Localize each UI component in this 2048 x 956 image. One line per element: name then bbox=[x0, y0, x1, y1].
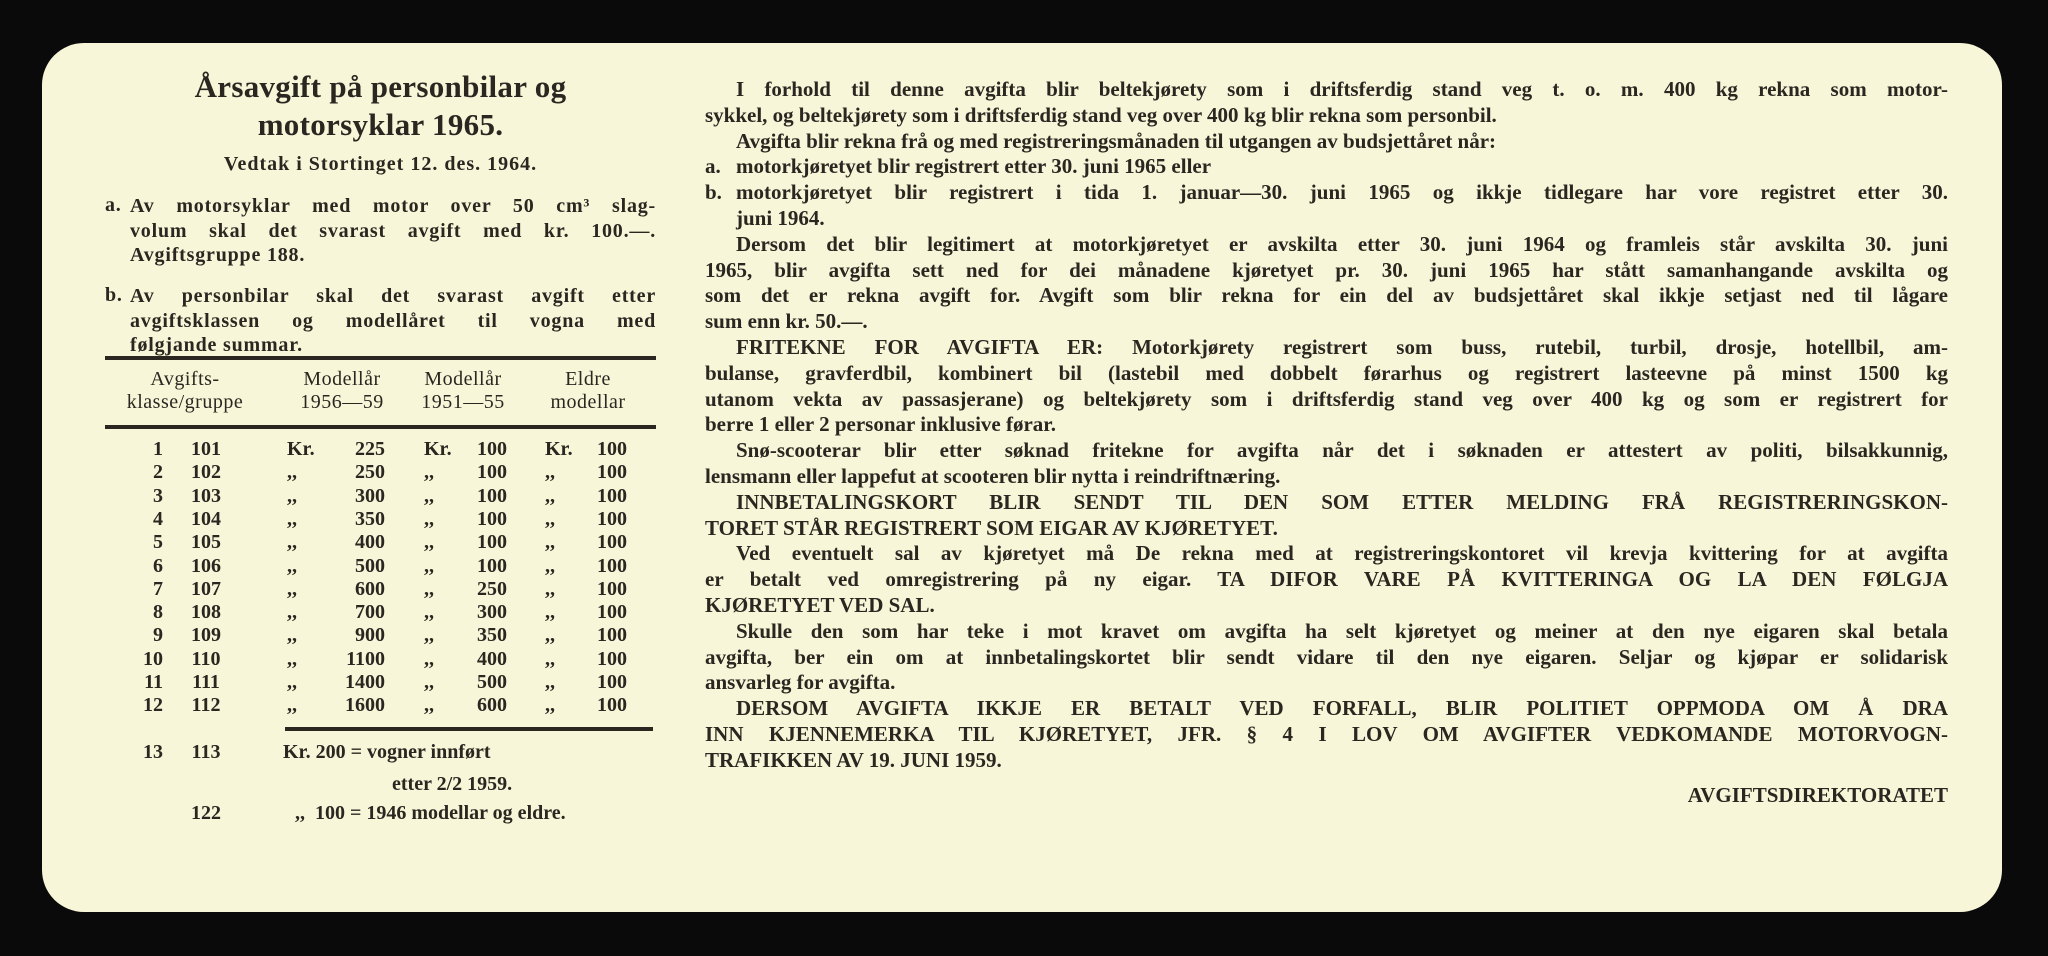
paragraph bbox=[705, 129, 1948, 155]
table-cell: ,, bbox=[424, 694, 434, 717]
line-text: INN KJENNEMERKA TIL KJØRETYET, JFR. § 4 I LOV OM AVGIFTER VEDKOMANDE MOTORVOGN- bbox=[705, 721, 1948, 746]
table-cell: 100 bbox=[597, 624, 627, 647]
table-cell: 400 bbox=[477, 647, 507, 670]
table-cell: etter 2/2 1959. bbox=[392, 773, 513, 795]
paragraph bbox=[705, 619, 1948, 696]
paragraph-line bbox=[705, 619, 1948, 645]
table-cell: ,, bbox=[424, 647, 434, 670]
table-cell: 1400 bbox=[345, 671, 385, 693]
line-text: bulanse, gravferdbil, kombinert bil (lastebil med dobbelt førarhus og registrert lasteevne på minst 1500 kg bbox=[705, 360, 1948, 385]
paragraph-line bbox=[705, 206, 1948, 232]
paragraph-line bbox=[705, 567, 1948, 593]
paragraph-line bbox=[705, 232, 1948, 258]
table-row-13 bbox=[105, 741, 656, 764]
paragraph-line bbox=[705, 258, 1948, 284]
table-cell: 103 bbox=[191, 484, 221, 507]
table-cell: 100 bbox=[477, 484, 507, 507]
subtitle: Vedtak i Stortinget 12. des. 1964. bbox=[223, 153, 538, 175]
table-cell: ,, bbox=[287, 624, 297, 647]
paragraph bbox=[705, 438, 1948, 490]
line-text: er betalt ved omregistrering på ny eigar. TA DIFOR VARE PÅ KVITTERINGA OG LA DEN FØLGJA bbox=[705, 567, 1948, 592]
table-cell: ,, bbox=[545, 507, 555, 530]
table-row bbox=[105, 485, 656, 508]
paragraph bbox=[705, 154, 1948, 180]
table-cell: 1 bbox=[153, 438, 163, 460]
table-cell: ,, bbox=[424, 461, 434, 484]
line-text: motorkjøretyet blir registrert etter 30. juni 1965 eller bbox=[736, 154, 1212, 179]
table-cell: 100 bbox=[597, 671, 627, 693]
table-cell: 350 bbox=[477, 624, 507, 647]
title-line-2: motorsyklar 1965. bbox=[257, 107, 504, 142]
line-text: juni 1964. bbox=[736, 205, 825, 230]
table-cell: ,, bbox=[287, 671, 297, 693]
paragraph bbox=[705, 232, 1948, 335]
table-cell: 100 bbox=[597, 647, 627, 670]
line-text: sum enn kr. 50.—. bbox=[705, 309, 868, 334]
paragraph-line bbox=[705, 283, 1948, 309]
table-cell: 500 bbox=[355, 554, 385, 577]
item-body bbox=[130, 194, 656, 268]
column-header bbox=[523, 368, 653, 414]
line-text: TORET STÅR REGISTRERT SOM EIGAR AV KJØRETYET. bbox=[705, 515, 1278, 540]
table-row-13-cont bbox=[105, 773, 656, 796]
item-b bbox=[105, 284, 656, 358]
table-bottom-rule bbox=[285, 727, 653, 731]
line-text: TRAFIKKEN AV 19. JUNI 1959. bbox=[705, 747, 1002, 772]
table-cell: 350 bbox=[355, 507, 385, 530]
column-header-line: modellar bbox=[550, 391, 626, 413]
table-cell: 4 bbox=[153, 507, 163, 530]
table-cell: 400 bbox=[355, 531, 385, 554]
table-cell: ,, bbox=[287, 507, 297, 530]
table-cell: 113 bbox=[191, 741, 221, 763]
table-cell: 12 bbox=[143, 694, 163, 717]
table-cell: 100 bbox=[477, 461, 507, 484]
paragraph-line bbox=[705, 541, 1948, 567]
line-text: ansvarleg for avgifta. bbox=[705, 670, 896, 695]
table-cell: 104 bbox=[191, 507, 221, 530]
table-cell: Kr. bbox=[545, 438, 573, 460]
table-cell: 100 bbox=[597, 554, 627, 577]
column-header bbox=[277, 368, 407, 414]
paragraph-line bbox=[705, 412, 1948, 438]
table-cell: 100 bbox=[477, 531, 507, 554]
paragraph bbox=[705, 696, 1948, 773]
table-cell: 100 bbox=[597, 531, 627, 554]
paragraph bbox=[705, 541, 1948, 618]
paragraph-line bbox=[705, 77, 1948, 103]
column-header-line: 1956—59 bbox=[300, 391, 384, 413]
table-cell: ,, bbox=[545, 531, 555, 554]
table-cell: 250 bbox=[477, 577, 507, 600]
item-line: avgiftsklassen og modellåret til vogna med bbox=[130, 309, 656, 332]
table-cell: 900 bbox=[355, 624, 385, 647]
paragraph-line bbox=[705, 361, 1948, 387]
line-text: berre 1 eller 2 personar inklusive førar. bbox=[705, 412, 1056, 437]
item-line: Av motorsyklar med motor over 50 cm³ slag- bbox=[130, 195, 656, 217]
table-cell: 6 bbox=[153, 554, 163, 577]
paragraph-line bbox=[705, 129, 1948, 155]
table-cell: ,, 100 = 1946 modellar og eldre. bbox=[295, 802, 566, 824]
line-text: DERSOM AVGIFTA IKKJE ER BETALT VED FORFALL, BLIR POLITIET OPPMODA OM Å DRA bbox=[736, 696, 1948, 721]
table-cell: 9 bbox=[153, 624, 163, 647]
table-row bbox=[105, 648, 656, 671]
table-cell: ,, bbox=[424, 671, 434, 693]
paragraph-line bbox=[705, 490, 1948, 516]
table-cell: ,, bbox=[287, 577, 297, 600]
line-text: Dersom det blir legitimert at motorkjøretyet er avskilta etter 30. juni 1964 og framleis står avskilta 30. juni bbox=[736, 231, 1948, 256]
table-cell: 100 bbox=[477, 507, 507, 530]
line-text: utanom vekta av passasjerane) og beltekjørety som i driftsferdig stand veg over 400 kg og som er registrert for bbox=[705, 386, 1948, 411]
table-cell: ,, bbox=[424, 554, 434, 577]
table-cell: Kr. bbox=[287, 438, 315, 460]
paragraph-line bbox=[705, 335, 1948, 361]
paragraph-line bbox=[705, 103, 1948, 129]
paragraph-line bbox=[705, 464, 1948, 490]
line-text: Snø-scooterar blir etter søknad fritekne for avgifta når det i søknaden er attestert av politi, bilsakkunnig, bbox=[736, 438, 1948, 463]
table-cell: ,, bbox=[545, 577, 555, 600]
paragraph-line bbox=[705, 593, 1948, 619]
line-text: Ved eventuelt sal av kjøretyet må De rekna med at registreringskontoret vil krevja kvittering for at avgifta bbox=[736, 541, 1948, 566]
paragraph-line bbox=[705, 722, 1948, 748]
table-cell: 100 bbox=[477, 554, 507, 577]
table-row bbox=[105, 438, 656, 461]
column-header-line: Eldre bbox=[565, 368, 611, 390]
line-text: sykkel, og beltekjørety som i driftsferdig stand veg over 400 kg blir rekna som personbil. bbox=[705, 102, 1497, 127]
fee-notice-card bbox=[42, 43, 2002, 912]
table-row bbox=[105, 601, 656, 624]
table-cell: 3 bbox=[153, 484, 163, 507]
table-cell: 100 bbox=[597, 694, 627, 717]
item-line: Avgiftsgruppe 188. bbox=[130, 244, 306, 266]
table-cell: ,, bbox=[424, 531, 434, 554]
table-cell: ,, bbox=[424, 624, 434, 647]
table-row bbox=[105, 508, 656, 531]
table-row bbox=[105, 624, 656, 647]
paragraph bbox=[705, 490, 1948, 542]
table-row bbox=[105, 461, 656, 484]
table-cell: 100 bbox=[597, 438, 627, 460]
table-cell: ,, bbox=[287, 461, 297, 484]
table-cell: ,, bbox=[287, 531, 297, 554]
column-header-line: Modellår bbox=[303, 368, 381, 390]
table-cell: 122 bbox=[191, 802, 221, 824]
table-cell: ,, bbox=[545, 694, 555, 717]
item-body bbox=[130, 284, 656, 358]
table-cell: 700 bbox=[355, 601, 385, 624]
column-header bbox=[100, 368, 270, 414]
table-cell: 100 bbox=[477, 438, 507, 460]
line-text: 1965, blir avgifta sett ned for dei månadene kjøretyet pr. 30. juni 1965 har stått samanhangande avskilta og bbox=[705, 257, 1948, 282]
table-row bbox=[105, 671, 656, 694]
paragraph bbox=[705, 335, 1948, 438]
item-a bbox=[105, 194, 656, 268]
table-cell: ,, bbox=[545, 484, 555, 507]
table-cell: 13 bbox=[143, 741, 163, 763]
table-cell: 100 bbox=[597, 484, 627, 507]
paragraph-line bbox=[705, 696, 1948, 722]
table-cell: 109 bbox=[191, 624, 221, 647]
column-header-line: 1951—55 bbox=[421, 391, 505, 413]
table-cell: ,, bbox=[287, 601, 297, 624]
table-cell: ,, bbox=[287, 484, 297, 507]
table-cell: ,, bbox=[424, 577, 434, 600]
table-cell: 500 bbox=[477, 671, 507, 693]
paragraph bbox=[705, 180, 1948, 232]
line-text: FRITEKNE FOR AVGIFTA ER: Motorkjørety registrert som buss, rutebil, turbil, drosje, hotellbil, am- bbox=[736, 334, 1948, 359]
item-mark: a. bbox=[105, 194, 122, 216]
table-cell: 101 bbox=[191, 438, 221, 460]
table-cell: 108 bbox=[191, 601, 221, 624]
table-cell: 1100 bbox=[346, 647, 385, 670]
signature: AVGIFTSDIREKTORATET bbox=[1687, 782, 1948, 807]
table-cell: 111 bbox=[192, 671, 220, 693]
column-header bbox=[398, 368, 528, 414]
table-cell: ,, bbox=[545, 554, 555, 577]
paragraph-line bbox=[705, 645, 1948, 671]
table-cell: 10 bbox=[143, 647, 163, 670]
table-cell: Kr. 200 = vogner innført bbox=[283, 741, 491, 763]
paragraph-line bbox=[705, 387, 1948, 413]
column-header-line: Avgifts- bbox=[150, 368, 220, 390]
table-cell: ,, bbox=[545, 461, 555, 484]
paragraph bbox=[705, 77, 1948, 129]
item-line: volum skal det svarast avgift med kr. 100.—. bbox=[130, 219, 656, 242]
line-text: KJØRETYET VED SAL. bbox=[705, 592, 935, 617]
line-text: avgifta, ber ein om at innbetalingskortet blir sendt vidare til den nye eigaren. Seljar og kjøpar er solidarisk bbox=[705, 644, 1948, 669]
table-cell: 1600 bbox=[345, 694, 385, 717]
table-cell: 11 bbox=[144, 671, 163, 693]
table-cell: 5 bbox=[153, 531, 163, 554]
table-cell: 600 bbox=[355, 577, 385, 600]
table-cell: 100 bbox=[597, 461, 627, 484]
table-cell: ,, bbox=[545, 647, 555, 670]
table-cell: 107 bbox=[191, 577, 221, 600]
table-cell: 110 bbox=[191, 647, 221, 670]
table-cell: 250 bbox=[355, 461, 385, 484]
table-header-rule bbox=[105, 425, 656, 429]
table-cell: 106 bbox=[191, 554, 221, 577]
item-line: følgjande summar. bbox=[130, 334, 303, 356]
table-cell: ,, bbox=[545, 601, 555, 624]
paragraph-line bbox=[705, 748, 1948, 774]
paragraph-line bbox=[705, 516, 1948, 542]
line-text: motorkjøretyet blir registrert i tida 1. januar—30. juni 1965 og ikkje tidlegare har vore registret etter 30. bbox=[736, 180, 1948, 205]
table-cell: 7 bbox=[153, 577, 163, 600]
table-cell: 225 bbox=[355, 438, 385, 460]
table-row bbox=[105, 531, 656, 554]
table-cell: 102 bbox=[191, 461, 221, 484]
table-cell: 600 bbox=[477, 694, 507, 717]
title-line-1: Årsavgift på personbilar og bbox=[194, 69, 567, 104]
line-text: som det er rekna avgift for. Avgift som blir rekna for ein del av budsjettåret skal ikkje setjast ned til lågare bbox=[705, 283, 1948, 308]
line-text: lensmann eller lappefut at scooteren blir nytta i reindriftnæring. bbox=[705, 463, 1281, 488]
table-row bbox=[105, 555, 656, 578]
paragraph-line bbox=[705, 309, 1948, 335]
line-text: Avgifta blir rekna frå og med registreringsmånaden til utgangen av budsjettåret når: bbox=[736, 128, 1497, 153]
table-cell: ,, bbox=[424, 484, 434, 507]
list-marker: a. bbox=[705, 154, 721, 179]
paragraph-line bbox=[705, 670, 1948, 696]
paragraph-line bbox=[705, 154, 1948, 180]
table-row bbox=[105, 578, 656, 601]
paragraph-line bbox=[705, 180, 1948, 206]
table-cell: ,, bbox=[545, 671, 555, 693]
table-cell: ,, bbox=[287, 694, 297, 717]
table-cell: 112 bbox=[191, 694, 221, 717]
line-text: I forhold til denne avgifta blir beltekjørety som i driftsferdig stand veg t. o. m. 400 kg rekna som motor- bbox=[736, 77, 1948, 101]
table-top-rule bbox=[105, 356, 656, 360]
column-header-line: Modellår bbox=[424, 368, 502, 390]
table-cell: 105 bbox=[191, 531, 221, 554]
table-cell: Kr. bbox=[424, 438, 452, 460]
table-cell: 100 bbox=[597, 577, 627, 600]
line-text: Skulle den som har teke i mot kravet om avgifta ha selt kjøretyet og meiner at den nye eigaren skal betala bbox=[736, 618, 1948, 643]
list-marker: b. bbox=[705, 180, 722, 205]
conditions-text bbox=[705, 77, 1948, 808]
table-cell: 8 bbox=[153, 601, 163, 624]
table-cell: ,, bbox=[424, 601, 434, 624]
column-header-line: klasse/gruppe bbox=[126, 391, 244, 413]
table-cell: 100 bbox=[597, 601, 627, 624]
table-cell: ,, bbox=[545, 624, 555, 647]
table-row bbox=[105, 694, 656, 717]
item-mark: b. bbox=[105, 284, 123, 306]
table-cell: ,, bbox=[424, 507, 434, 530]
table-cell: 300 bbox=[355, 484, 385, 507]
table-cell: 100 bbox=[597, 507, 627, 530]
item-line: Av personbilar skal det svarast avgift etter bbox=[130, 285, 656, 307]
line-text: INNBETALINGSKORT BLIR SENDT TIL DEN SOM ETTER MELDING FRÅ REGISTRERINGSKON- bbox=[736, 489, 1948, 514]
table-row-122 bbox=[105, 802, 656, 825]
table-cell: 300 bbox=[477, 601, 507, 624]
table-cell: ,, bbox=[287, 554, 297, 577]
table-cell: ,, bbox=[287, 647, 297, 670]
paragraph-line bbox=[705, 438, 1948, 464]
table-cell: 2 bbox=[153, 461, 163, 484]
